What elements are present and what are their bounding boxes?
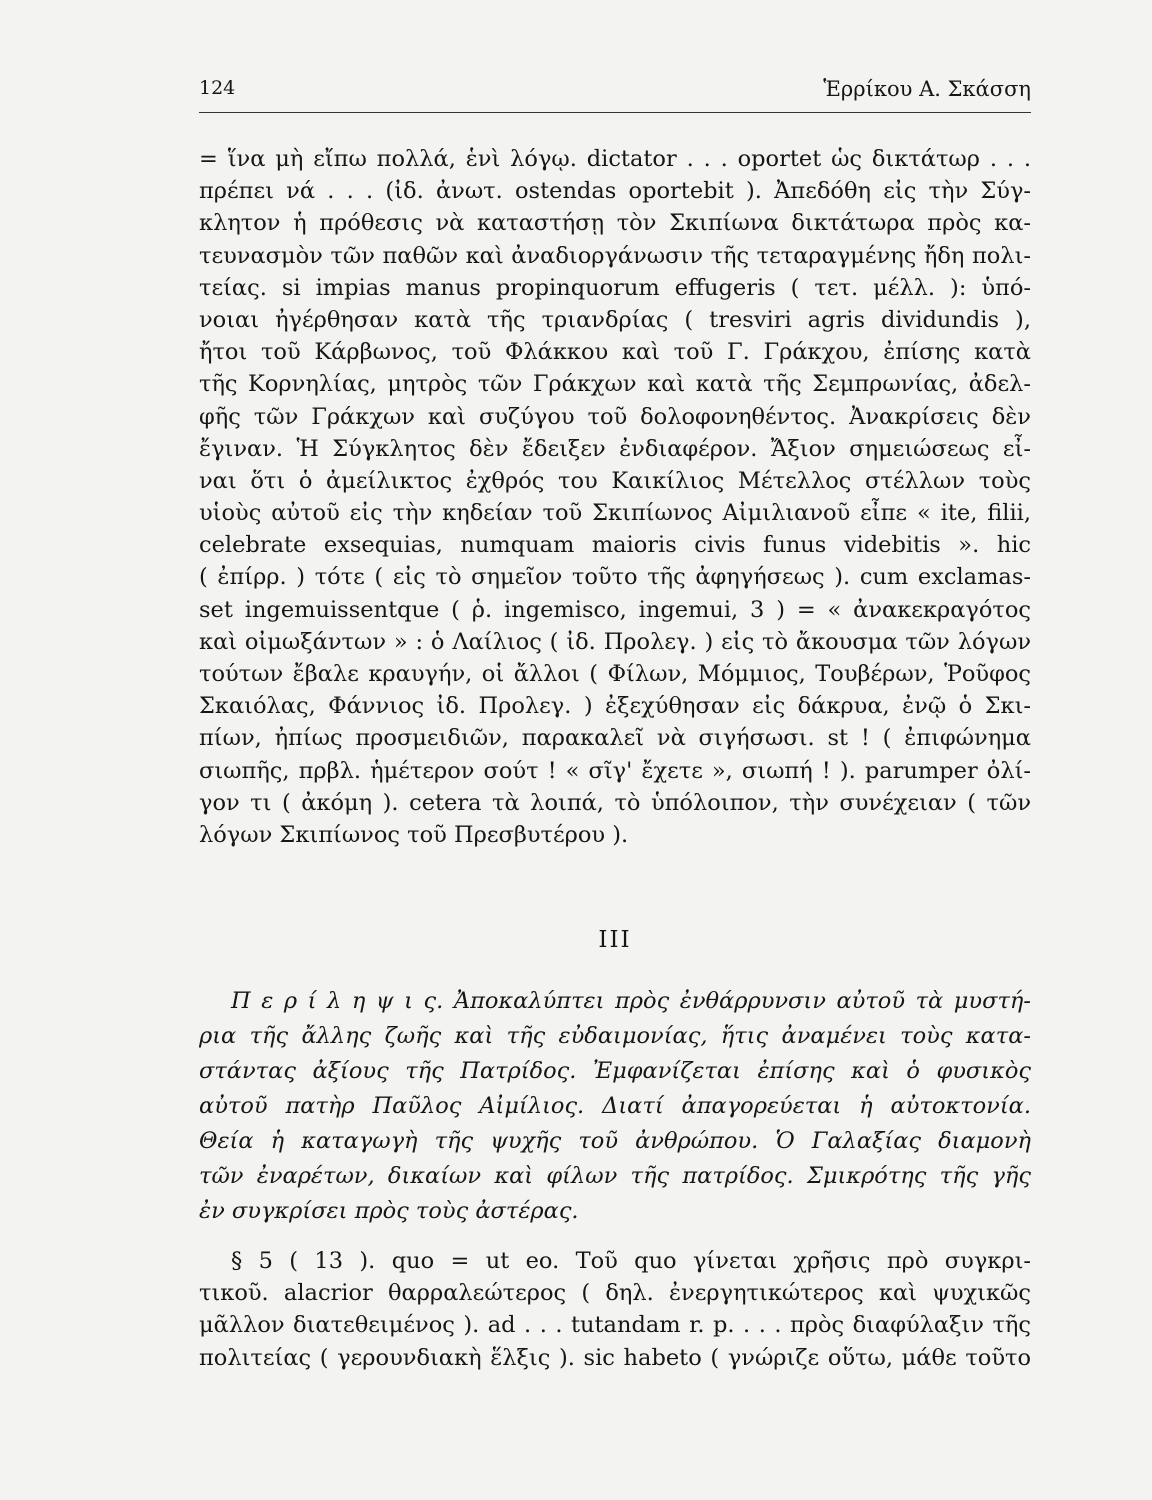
- text-line: τικοῦ. alacrior θαρραλεώτερος ( δηλ. ἐνεργητικώτερος καὶ ψυχικῶς: [199, 1280, 1031, 1307]
- page-number: 124: [199, 77, 236, 99]
- text-line: τῆς Κορνηλίας, μητρὸς τῶν Γράκχων καὶ κατὰ τῆς Σεμπρωνίας, ἀδελ-: [199, 371, 1031, 398]
- summary-line: στάντας ἀξίους τῆς Πατρίδος. Ἐμφανίζεται ἐπίσης καὶ ὁ φυσικὸς: [199, 1058, 1031, 1084]
- page-header: [199, 72, 1031, 113]
- text-line: γον τι ( ἀκόμη ). cetera τὰ λοιπά, τὸ ὑπόλοιπον, τὴν συνέχειαν ( τῶν: [199, 789, 1031, 816]
- summary-line: τῶν ἐναρέτων, δικαίων καὶ φίλων τῆς πατρίδος. Σμικρότης τῆς γῆς: [199, 1163, 1031, 1189]
- summary-line: Θεία ἡ καταγωγὴ τῆς ψυχῆς τοῦ ἀνθρώπου. Ὁ Γαλαξίας διαμονὴ: [199, 1128, 1031, 1154]
- text-line: ( ἐπίρρ. ) τότε ( εἰς τὸ σημεῖον τοῦτο τῆς ἀφηγήσεως ). cum exclamas-: [199, 564, 1031, 591]
- text-line: κλητον ἡ πρόθεσις νὰ καταστήσῃ τὸν Σκιπίωνα δικτάτωρα πρὸς κα-: [199, 210, 1031, 237]
- text-line: τείας. si impias manus propinquorum effugeris ( τετ. μέλλ. ): ὑπό-: [199, 274, 1031, 301]
- summary-line: ἐν συγκρίσει πρὸς τοὺς ἀστέρας.: [199, 1198, 579, 1224]
- section-heading: III: [598, 927, 632, 953]
- text-line: καὶ οἰμωξάντων » : ὁ Λαίλιος ( ἰδ. Προλεγ. ) εἰς τὸ ἄκουσμα τῶν λόγων: [199, 628, 1031, 655]
- running-title: Ἑρρίκου Α. Σκάσση: [823, 77, 1031, 101]
- text-line: = ἵνα μὴ εἴπω πολλά, ἑνὶ λόγῳ. dictator . . . oportet ὡς δικτάτωρ . . .: [199, 146, 1031, 172]
- text-line: celebrate exsequias, numquam maioris civis funus videbitis ». hic: [199, 532, 1031, 559]
- text-line: σιωπῆς, πρβλ. ἡμέτερον σούτ ! « σῖγ' ἔχετε », σιωπή ! ). parumper ὀλί-: [199, 757, 1031, 784]
- text-line: υἱοὺς αὐτοῦ εἰς τὴν κηδείαν τοῦ Σκιπίωνος Αἰμιλιανοῦ εἶπε « ite, filii,: [199, 500, 1031, 527]
- text-line: ναι ὅτι ὁ ἀμείλικτος ἐχθρός του Καικίλιος Μέτελλος στέλλων τοὺς: [199, 467, 1031, 494]
- text-line: μᾶλλον διατεθειμένος ). ad . . . tutandam r. p. . . . πρὸς διαφύλαξιν τῆς: [199, 1312, 1031, 1339]
- summary-line: αὐτοῦ πατὴρ Παῦλος Αἰμίλιος. Διατί ἀπαγορεύεται ἡ αὐτοκτονία.: [199, 1093, 1031, 1119]
- text-line: τούτων ἔβαλε κραυγήν, οἱ ἄλλοι ( Φίλων, Μόμμιος, Τουβέρων, Ῥοῦφος: [199, 661, 1031, 687]
- text-line: Σκαιόλας, Φάννιος ἰδ. Προλεγ. ) ἐξεχύθησαν εἰς δάκρυα, ἐνῷ ὁ Σκι-: [199, 693, 1031, 720]
- commentary-body: [199, 143, 1031, 851]
- summary-paragraph: [199, 984, 1031, 1229]
- summary-line: Π ε ρ ί λ η ψ ι ς. Ἀποκαλύπτει πρὸς ἐνθάρρυνσιν αὐτοῦ τὰ μυστή-: [231, 988, 1031, 1014]
- text-line: § 5 ( 13 ). quo = ut eo. Τοῦ quo γίνεται χρῆσις πρὸ συγκρι-: [231, 1248, 1031, 1274]
- text-line: τευνασμὸν τῶν παθῶν καὶ ἀναδιοργάνωσιν τῆς τεταραγμένης ἤδη πολι-: [199, 242, 1031, 269]
- text-line: ἔγιναν. Ἡ Σύγκλητος δὲν ἔδειξεν ἐνδιαφέρον. Ἄξιον σημειώσεως εἶ-: [199, 435, 1031, 462]
- text-line: πίων, ἠπίως προσμειδιῶν, παρακαλεῖ νὰ σιγήσωσι. st ! ( ἐπιφώνημα: [199, 725, 1031, 752]
- text-line: set ingemuissentque ( ῥ. ingemisco, ingemui, 3 ) = « ἀνακεκραγότος: [199, 596, 1031, 623]
- section-commentary: [199, 1245, 1031, 1374]
- text-line: λόγων Σκιπίωνος τοῦ Πρεσβυτέρου ).: [199, 821, 629, 848]
- text-line: φῆς τῶν Γράκχων καὶ συζύγου τοῦ δολοφονηθέντος. Ἀνακρίσεις δὲν: [199, 403, 1031, 430]
- summary-line: ρια τῆς ἄλλης ζωῆς καὶ τῆς εὐδαιμονίας, ἥτις ἀναμένει τοὺς κατα-: [199, 1023, 1031, 1049]
- text-line: ἤτοι τοῦ Κάρβωνος, τοῦ Φλάκκου καὶ τοῦ Γ. Γράκχου, ἐπίσης κατὰ: [199, 339, 1031, 366]
- text-line: νοιαι ἠγέρθησαν κατὰ τῆς τριανδρίας ( tresviri agris dividundis ),: [199, 306, 1031, 333]
- text-line: πρέπει νά . . . (ἰδ. ἀνωτ. ostendas oportebit ). Ἀπεδόθη εἰς τὴν Σύγ-: [199, 178, 1031, 205]
- text-line: πολιτείας ( γερουνδιακὴ ἕλξις ). sic habeto ( γνώριζε οὕτω, μάθε τοῦτο: [199, 1344, 1031, 1371]
